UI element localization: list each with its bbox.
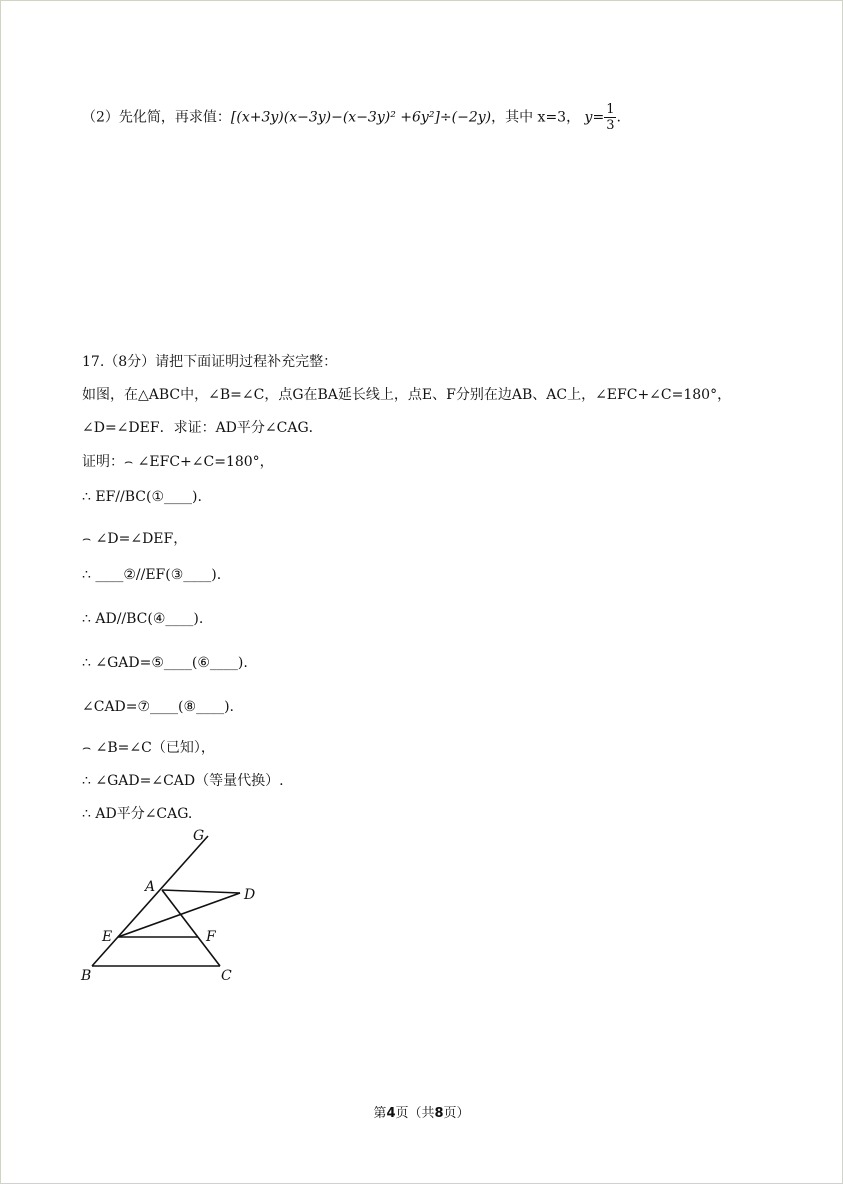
- footer-text-post: 页）: [443, 1106, 470, 1121]
- proof-step: ∴ AD//BC(④____).: [82, 611, 204, 627]
- label-C: C: [221, 968, 232, 984]
- question-16-part-2: [82, 102, 621, 133]
- proof-step: 证明：⌢ ∠EFC+∠C=180°，: [82, 454, 274, 470]
- part2-condition-y: y=: [584, 109, 605, 126]
- y-fraction: [604, 102, 616, 133]
- part2-end: .: [616, 109, 621, 126]
- proof-step: ⌢ ∠B=∠C（已知），: [82, 740, 215, 756]
- label-E: E: [102, 929, 113, 945]
- label-A: A: [145, 879, 156, 895]
- y-denominator: 3: [606, 118, 615, 133]
- label-F: F: [206, 929, 216, 945]
- q17-given: 如图，在△ABC中，∠B=∠C，点G在BA延长线上，点E、F分别在边AB、AC上，∠EFC+∠C=180°，: [82, 387, 732, 403]
- footer-page-number: 4: [386, 1106, 396, 1121]
- proof-step: ∴ EF//BC(①____).: [82, 489, 202, 505]
- label-B: B: [81, 968, 92, 984]
- proof-step: ∴ ____②//EF(③____).: [82, 567, 222, 583]
- proof-step: ∴ AD平分∠CAG.: [82, 806, 193, 822]
- line-BG: [92, 836, 208, 966]
- segment-AD: [162, 890, 240, 893]
- q17-given-2: ∠D=∠DEF．求证：AD平分∠CAG．: [82, 420, 323, 436]
- footer-text-mid: 页（共: [395, 1106, 435, 1121]
- page-footer: [0, 1102, 843, 1121]
- proof-step: ⌢ ∠D=∠DEF，: [82, 531, 188, 547]
- proof-step: ∴ ∠GAD=∠CAD（等量代换）.: [82, 773, 284, 789]
- part2-condition-x: ，其中 x=3，: [491, 109, 581, 126]
- geometry-figure: [78, 825, 278, 990]
- part2-prefix: （2）先化简，再求值：: [82, 109, 231, 126]
- footer-text-pre: 第: [373, 1106, 387, 1121]
- part2-expression: [(x+3y)(x−3y)−(x−3y)² +6y²]÷(−2y): [230, 109, 492, 126]
- footer-total-pages: 8: [434, 1106, 444, 1121]
- proof-step: ∴ ∠GAD=⑤____(⑥____).: [82, 655, 248, 671]
- segment-AC: [162, 890, 220, 966]
- q17-heading: 17.（8分）请把下面证明过程补充完整：: [82, 354, 338, 370]
- segment-ED: [118, 893, 240, 937]
- y-numerator: 1: [606, 102, 615, 117]
- label-G: G: [193, 828, 205, 844]
- label-D: D: [244, 887, 256, 903]
- proof-step: ∠CAD=⑦____(⑧____).: [82, 699, 234, 715]
